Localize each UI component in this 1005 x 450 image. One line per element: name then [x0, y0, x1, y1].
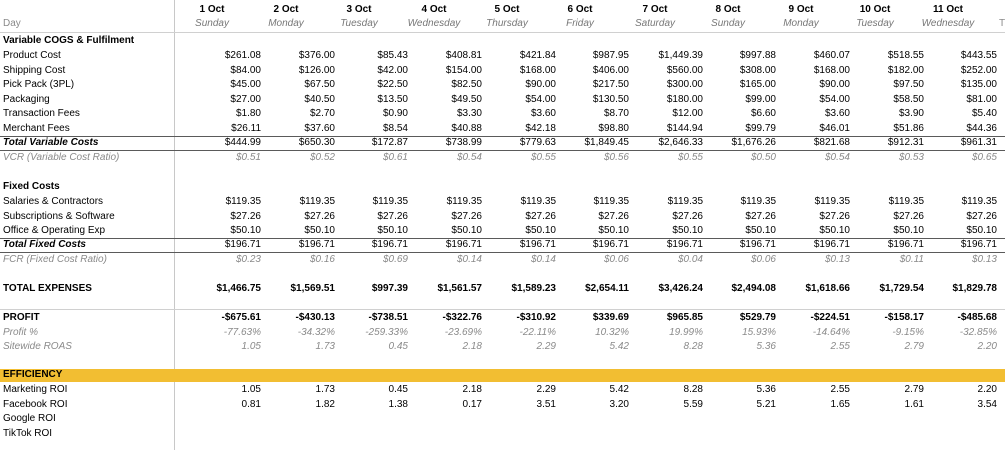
profit-percent-value[interactable]: -77.63%: [223, 326, 261, 338]
value-cell[interactable]: $421.84: [519, 50, 556, 61]
column-date-header[interactable]: 10 Oct: [859, 4, 891, 15]
value-cell[interactable]: $45.00: [230, 79, 261, 90]
row-label[interactable]: Pick Pack (3PL): [3, 79, 75, 90]
value-cell[interactable]: $54.00: [819, 93, 850, 105]
value-cell[interactable]: $50.10: [304, 225, 335, 236]
row-label[interactable]: Packaging: [3, 93, 50, 105]
value-cell[interactable]: $119.35: [299, 196, 335, 207]
total-expenses-value[interactable]: $1,729.54: [879, 283, 924, 294]
roas-value[interactable]: 1.73: [315, 341, 335, 352]
profit-percent-row: [0, 326, 1005, 341]
value-cell[interactable]: $119.35: [814, 196, 850, 207]
ratio-label[interactable]: FCR (Fixed Cost Ratio): [3, 254, 107, 265]
value-cell[interactable]: $50.10: [525, 225, 556, 236]
ratio-value-cell[interactable]: $0.14: [530, 254, 556, 265]
total-value-cell[interactable]: $1,676.26: [731, 137, 776, 148]
column-weekday-header[interactable]: Friday: [566, 18, 594, 29]
column-weekday-header[interactable]: Saturday: [634, 18, 676, 29]
ratio-value-cell[interactable]: $0.11: [899, 254, 924, 265]
fcr-row: [0, 253, 1005, 268]
value-cell[interactable]: $85.43: [377, 50, 408, 61]
value-cell[interactable]: $443.55: [960, 50, 997, 61]
value-cell[interactable]: $50.10: [819, 225, 850, 236]
ratio-value-cell[interactable]: $0.06: [750, 254, 776, 265]
profit-value[interactable]: -$322.76: [442, 312, 482, 323]
value-cell[interactable]: 2.29: [536, 384, 556, 395]
section-title[interactable]: Fixed Costs: [3, 181, 60, 192]
column-date-header[interactable]: 4 Oct: [421, 4, 447, 15]
sitewide-roas-row: [0, 340, 1005, 355]
value-cell[interactable]: $3.60: [824, 108, 850, 119]
value-cell[interactable]: $27.26: [304, 210, 335, 222]
value-cell[interactable]: $27.26: [893, 210, 924, 222]
value-cell[interactable]: $8.70: [603, 108, 629, 119]
value-cell[interactable]: $308.00: [739, 64, 776, 76]
roas-value[interactable]: 2.20: [977, 341, 997, 352]
profit-value[interactable]: -$738.51: [368, 312, 408, 323]
value-cell[interactable]: $27.26: [230, 210, 261, 222]
value-cell[interactable]: 1.65: [830, 398, 850, 410]
total-value-cell[interactable]: $196.71: [298, 239, 335, 250]
value-cell[interactable]: 2.55: [830, 384, 850, 395]
value-cell[interactable]: $26.11: [231, 122, 261, 134]
data-row: [0, 210, 1005, 225]
profit-percent-value[interactable]: -14.64%: [812, 326, 850, 338]
value-cell[interactable]: $90.00: [525, 79, 556, 90]
total-value-cell[interactable]: $2,646.33: [658, 137, 703, 148]
row-label[interactable]: Subscriptions & Software: [3, 210, 115, 222]
efficiency-row: [0, 383, 1005, 398]
value-cell[interactable]: $1,449.39: [658, 50, 703, 61]
column-date-header[interactable]: 2 Oct: [273, 4, 299, 15]
profit-percent-value[interactable]: -32.85%: [959, 326, 997, 338]
total-expenses-value[interactable]: $2,654.11: [585, 283, 629, 294]
day-header-label[interactable]: Day: [3, 18, 21, 29]
ratio-value-cell[interactable]: $0.61: [382, 152, 408, 163]
profit-row: [0, 311, 1005, 326]
profit-percent-value[interactable]: -9.15%: [892, 326, 924, 338]
column-date-header[interactable]: 5 Oct: [494, 4, 520, 15]
ratio-value-cell[interactable]: $0.13: [971, 254, 997, 265]
value-cell[interactable]: 5.36: [756, 384, 776, 395]
total-value-cell[interactable]: $821.68: [813, 137, 850, 148]
ratio-value-cell[interactable]: $0.51: [235, 152, 261, 163]
row-label[interactable]: Salaries & Contractors: [3, 196, 104, 207]
total-value-cell[interactable]: $1,849.45: [584, 137, 629, 148]
total-variable-costs-row: [0, 136, 1005, 151]
roas-value[interactable]: 0.45: [388, 341, 408, 352]
section-title[interactable]: Variable COGS & Fulfilment: [3, 35, 135, 46]
value-cell[interactable]: $5.40: [971, 108, 997, 119]
profit-value[interactable]: -$675.61: [221, 312, 261, 323]
total-expenses-value[interactable]: $1,561.57: [437, 283, 482, 294]
value-cell[interactable]: $119.35: [961, 196, 997, 207]
ratio-value-cell[interactable]: $0.54: [456, 152, 482, 163]
total-value-cell[interactable]: $196.71: [224, 239, 261, 250]
value-cell[interactable]: $99.00: [745, 93, 776, 105]
value-cell[interactable]: $13.50: [377, 93, 408, 105]
value-cell[interactable]: $180.00: [666, 93, 703, 105]
value-cell[interactable]: $58.50: [893, 93, 924, 105]
value-cell[interactable]: 3.54: [977, 398, 997, 410]
value-cell[interactable]: 1.61: [904, 398, 924, 410]
value-cell[interactable]: $518.55: [887, 50, 924, 61]
row-label[interactable]: Facebook ROI: [3, 398, 68, 410]
ratio-value-cell[interactable]: $0.13: [824, 254, 850, 265]
data-row: [0, 64, 1005, 79]
value-cell[interactable]: 2.79: [904, 384, 924, 395]
value-cell[interactable]: $126.00: [298, 64, 335, 76]
data-row: [0, 195, 1005, 210]
value-cell[interactable]: 8.28: [683, 384, 703, 395]
ratio-value-cell[interactable]: $0.55: [530, 152, 556, 163]
value-cell[interactable]: $42.18: [525, 122, 556, 134]
value-cell[interactable]: $27.26: [819, 210, 850, 222]
value-cell[interactable]: $27.26: [377, 210, 408, 222]
total-value-cell[interactable]: $196.71: [887, 239, 924, 250]
profit-value[interactable]: -$430.13: [295, 312, 335, 323]
data-row: [0, 122, 1005, 137]
column-weekday-header[interactable]: Tuesday: [340, 18, 378, 29]
row-label[interactable]: Marketing ROI: [3, 384, 68, 395]
ratio-value-cell[interactable]: $0.65: [971, 152, 997, 163]
total-value-cell[interactable]: $172.87: [371, 137, 408, 148]
total-value-cell[interactable]: $444.99: [224, 137, 261, 148]
value-cell[interactable]: $119.35: [372, 196, 408, 207]
value-cell[interactable]: $1.80: [235, 108, 261, 119]
row-label[interactable]: Office & Operating Exp: [3, 225, 106, 236]
total-value-cell[interactable]: $196.71: [739, 239, 776, 250]
value-cell[interactable]: $27.26: [672, 210, 703, 222]
ratio-value-cell[interactable]: $0.56: [603, 152, 629, 163]
value-cell[interactable]: $3.30: [456, 108, 482, 119]
row-label[interactable]: TikTok ROI: [3, 427, 53, 439]
ratio-value-cell[interactable]: $0.16: [309, 254, 335, 265]
value-cell[interactable]: 1.82: [315, 398, 335, 410]
value-cell[interactable]: 0.17: [462, 398, 482, 410]
column-date-header[interactable]: 7 Oct: [642, 4, 668, 15]
value-cell[interactable]: $50.10: [377, 225, 408, 236]
column-weekday-header[interactable]: Monday: [268, 18, 304, 29]
value-cell[interactable]: $50.10: [451, 225, 482, 236]
total-value-cell[interactable]: $196.71: [666, 239, 703, 250]
value-cell[interactable]: $135.00: [960, 79, 997, 90]
value-cell[interactable]: $8.54: [382, 122, 408, 134]
ratio-value-cell[interactable]: $0.53: [898, 152, 924, 163]
value-cell[interactable]: $119.35: [667, 196, 703, 207]
data-row: [0, 93, 1005, 108]
ratio-value-cell[interactable]: $0.55: [677, 152, 703, 163]
value-cell[interactable]: $84.00: [230, 64, 261, 76]
ratio-value-cell[interactable]: $0.23: [235, 254, 261, 265]
roas-value[interactable]: 2.29: [536, 341, 556, 352]
total-expenses-value[interactable]: $1,569.51: [290, 283, 335, 294]
value-cell[interactable]: $27.26: [525, 210, 556, 222]
value-cell[interactable]: $50.10: [230, 225, 261, 236]
value-cell[interactable]: $44.36: [966, 122, 997, 134]
value-cell[interactable]: 1.38: [388, 398, 408, 410]
total-value-cell[interactable]: $196.71: [445, 239, 482, 250]
column-weekday-header[interactable]: Monday: [783, 18, 819, 29]
value-cell[interactable]: $37.60: [304, 122, 335, 134]
roas-value[interactable]: 2.18: [462, 341, 482, 352]
value-cell[interactable]: $560.00: [666, 64, 703, 76]
profit-value[interactable]: -$485.68: [957, 312, 997, 323]
section-title[interactable]: EFFICIENCY: [3, 369, 63, 380]
row-label[interactable]: Google ROI: [3, 413, 56, 424]
value-cell[interactable]: $252.00: [960, 64, 997, 76]
value-cell[interactable]: $50.10: [893, 225, 924, 236]
roas-value[interactable]: 5.36: [756, 341, 776, 352]
efficiency-row: [0, 398, 1005, 413]
column-date-header[interactable]: 3 Oct: [346, 4, 372, 15]
total-expenses-row: [0, 282, 1005, 297]
next-column-letter: T: [999, 18, 1005, 29]
value-cell[interactable]: $40.50: [304, 93, 335, 105]
value-cell[interactable]: $51.86: [893, 122, 924, 134]
profit-value[interactable]: -$158.17: [884, 312, 924, 323]
value-cell[interactable]: $119.35: [446, 196, 482, 207]
data-row: [0, 78, 1005, 93]
header-date-row: [0, 3, 1005, 18]
value-cell[interactable]: $408.81: [445, 50, 482, 61]
efficiency-row: [0, 427, 1005, 442]
total-value-cell[interactable]: $196.71: [960, 239, 997, 250]
section-fixed-costs: [0, 180, 1005, 195]
profit-value[interactable]: -$224.51: [810, 312, 850, 323]
total-value-cell[interactable]: $961.31: [960, 137, 997, 148]
value-cell[interactable]: $12.00: [672, 108, 703, 119]
value-cell[interactable]: $460.07: [813, 50, 850, 61]
value-cell[interactable]: 5.42: [609, 384, 629, 395]
section-variable-cogs: [0, 34, 1005, 49]
value-cell[interactable]: $90.00: [819, 79, 850, 90]
value-cell[interactable]: $168.00: [519, 64, 556, 76]
value-cell[interactable]: $0.90: [382, 108, 408, 119]
value-cell[interactable]: $119.35: [520, 196, 556, 207]
value-cell[interactable]: $50.10: [672, 225, 703, 236]
value-cell[interactable]: $49.50: [451, 93, 482, 105]
value-cell[interactable]: $144.94: [666, 122, 703, 134]
value-cell[interactable]: $3.90: [898, 108, 924, 119]
profit-percent-value[interactable]: -259.33%: [365, 326, 408, 338]
value-cell[interactable]: $81.00: [966, 93, 997, 105]
ratio-value-cell[interactable]: $0.06: [603, 254, 629, 265]
total-label[interactable]: Total Fixed Costs: [3, 239, 86, 250]
total-value-cell[interactable]: $196.71: [519, 239, 556, 250]
column-date-header[interactable]: 6 Oct: [567, 4, 593, 15]
value-cell[interactable]: $27.00: [230, 93, 261, 105]
data-row: [0, 49, 1005, 64]
efficiency-row: [0, 412, 1005, 427]
total-expenses-value[interactable]: $2,494.08: [731, 283, 776, 294]
column-weekday-header[interactable]: Wednesday: [921, 18, 975, 29]
column-date-header[interactable]: 8 Oct: [715, 4, 741, 15]
row-label[interactable]: Merchant Fees: [3, 122, 70, 134]
total-value-cell[interactable]: $912.31: [887, 137, 924, 148]
total-value-cell[interactable]: $196.71: [813, 239, 850, 250]
ratio-value-cell[interactable]: $0.54: [824, 152, 850, 163]
total-expenses-label[interactable]: TOTAL EXPENSES: [3, 283, 92, 294]
roas-value[interactable]: 5.42: [609, 341, 629, 352]
value-cell[interactable]: $3.60: [530, 108, 556, 119]
profit-percent-value[interactable]: 15.93%: [742, 326, 776, 338]
column-weekday-header[interactable]: Wednesday: [407, 18, 461, 29]
profit-value[interactable]: -$310.92: [516, 312, 556, 323]
total-expenses-value[interactable]: $3,426.24: [658, 283, 703, 294]
ratio-value-cell[interactable]: $0.14: [456, 254, 482, 265]
profit-percent-value[interactable]: 19.99%: [669, 326, 703, 338]
value-cell[interactable]: $54.00: [525, 93, 556, 105]
value-cell[interactable]: $40.88: [451, 122, 482, 134]
ratio-label[interactable]: VCR (Variable Cost Ratio): [3, 152, 120, 163]
value-cell[interactable]: $82.50: [451, 79, 482, 90]
value-cell[interactable]: $217.50: [592, 79, 629, 90]
value-cell[interactable]: 3.20: [609, 398, 629, 410]
column-date-header[interactable]: 1 Oct: [199, 4, 225, 15]
ratio-value-cell[interactable]: $0.04: [677, 254, 703, 265]
header-weekday-row: [0, 17, 1005, 32]
row-label[interactable]: Product Cost: [3, 50, 61, 61]
ratio-value-cell[interactable]: $0.69: [382, 254, 408, 265]
value-cell[interactable]: $46.01: [819, 122, 850, 134]
value-cell[interactable]: $406.00: [592, 64, 629, 76]
value-cell[interactable]: $119.35: [593, 196, 629, 207]
profit-percent-label[interactable]: Profit %: [3, 326, 39, 338]
roas-value[interactable]: 2.55: [830, 341, 850, 352]
value-cell[interactable]: $98.80: [598, 122, 629, 134]
value-cell[interactable]: $119.35: [225, 196, 261, 207]
value-cell[interactable]: $997.88: [739, 50, 776, 61]
data-row: [0, 107, 1005, 122]
row-label[interactable]: Transaction Fees: [3, 108, 80, 119]
value-cell[interactable]: $27.26: [451, 210, 482, 222]
column-weekday-header[interactable]: Sunday: [711, 18, 745, 29]
value-cell[interactable]: $27.26: [598, 210, 629, 222]
value-cell[interactable]: 2.18: [462, 384, 482, 395]
value-cell[interactable]: 5.59: [683, 398, 703, 410]
value-cell[interactable]: 3.51: [536, 398, 556, 410]
roas-value[interactable]: 8.28: [683, 341, 703, 352]
value-cell[interactable]: 1.73: [315, 384, 335, 395]
value-cell[interactable]: $154.00: [445, 64, 482, 76]
value-cell[interactable]: $50.10: [745, 225, 776, 236]
total-expenses-value[interactable]: $997.39: [371, 283, 408, 294]
value-cell[interactable]: $67.50: [304, 79, 335, 90]
profit-value[interactable]: $339.69: [592, 312, 629, 323]
ratio-value-cell[interactable]: $0.52: [309, 152, 335, 163]
value-cell[interactable]: $300.00: [666, 79, 703, 90]
total-value-cell[interactable]: $650.30: [298, 137, 335, 148]
value-cell[interactable]: $168.00: [813, 64, 850, 76]
section-efficiency: [0, 368, 1005, 383]
profit-top-border: [0, 309, 1005, 310]
profit-percent-value[interactable]: -23.69%: [444, 326, 482, 338]
profit-percent-value[interactable]: -34.32%: [297, 326, 335, 338]
profit-percent-value[interactable]: -22.11%: [519, 326, 556, 338]
header-bottom-border: [0, 32, 1005, 33]
data-row: [0, 224, 1005, 239]
column-weekday-header[interactable]: Tuesday: [856, 18, 894, 29]
value-cell[interactable]: $27.26: [745, 210, 776, 222]
column-weekday-header[interactable]: Thursday: [486, 18, 528, 29]
value-cell[interactable]: $119.35: [888, 196, 924, 207]
value-cell[interactable]: 0.81: [241, 398, 261, 410]
roas-value[interactable]: 1.05: [241, 341, 261, 352]
total-value-cell[interactable]: $738.99: [445, 137, 482, 148]
value-cell[interactable]: 0.45: [388, 384, 408, 395]
profit-percent-value[interactable]: 10.32%: [595, 326, 629, 338]
profit-value[interactable]: $529.79: [739, 312, 776, 323]
column-date-header[interactable]: 11 Oct: [932, 4, 964, 15]
value-cell[interactable]: 5.21: [756, 398, 776, 410]
total-fixed-costs-row: [0, 238, 1005, 253]
column-weekday-header[interactable]: Sunday: [195, 18, 229, 29]
value-cell[interactable]: $987.95: [592, 50, 629, 61]
total-expenses-value[interactable]: $1,466.75: [216, 283, 261, 294]
value-cell[interactable]: $27.26: [966, 210, 997, 222]
total-label[interactable]: Total Variable Costs: [3, 137, 99, 148]
roas-value[interactable]: 2.79: [904, 341, 924, 352]
value-cell[interactable]: 1.05: [241, 384, 261, 395]
value-cell[interactable]: $50.10: [598, 225, 629, 236]
value-cell[interactable]: 2.20: [977, 384, 997, 395]
value-cell[interactable]: $261.08: [224, 50, 261, 61]
vcr-row: [0, 151, 1005, 166]
value-cell[interactable]: $50.10: [966, 225, 997, 236]
value-cell[interactable]: $2.70: [309, 108, 335, 119]
total-expenses-value[interactable]: $1,829.78: [952, 283, 997, 294]
value-cell[interactable]: $130.50: [592, 93, 629, 105]
value-cell[interactable]: $42.00: [377, 64, 408, 76]
roas-label[interactable]: Sitewide ROAS: [3, 341, 72, 352]
column-date-header[interactable]: 9 Oct: [788, 4, 814, 15]
profit-value[interactable]: $965.85: [666, 312, 703, 323]
total-value-cell[interactable]: $196.71: [592, 239, 629, 250]
value-cell[interactable]: $97.50: [893, 79, 924, 90]
total-value-cell[interactable]: $196.71: [371, 239, 408, 250]
total-value-cell[interactable]: $779.63: [519, 137, 556, 148]
value-cell[interactable]: $182.00: [887, 64, 924, 76]
total-expenses-value[interactable]: $1,589.23: [511, 283, 556, 294]
value-cell[interactable]: $376.00: [298, 50, 335, 61]
value-cell[interactable]: $6.60: [750, 108, 776, 119]
value-cell[interactable]: $22.50: [377, 79, 408, 90]
ratio-value-cell[interactable]: $0.50: [750, 152, 776, 163]
total-expenses-value[interactable]: $1,618.66: [805, 283, 850, 294]
value-cell[interactable]: $119.35: [740, 196, 776, 207]
value-cell[interactable]: $99.79: [745, 122, 776, 134]
profit-label[interactable]: PROFIT: [3, 312, 40, 323]
value-cell[interactable]: $165.00: [739, 79, 776, 90]
row-label[interactable]: Shipping Cost: [3, 64, 66, 76]
